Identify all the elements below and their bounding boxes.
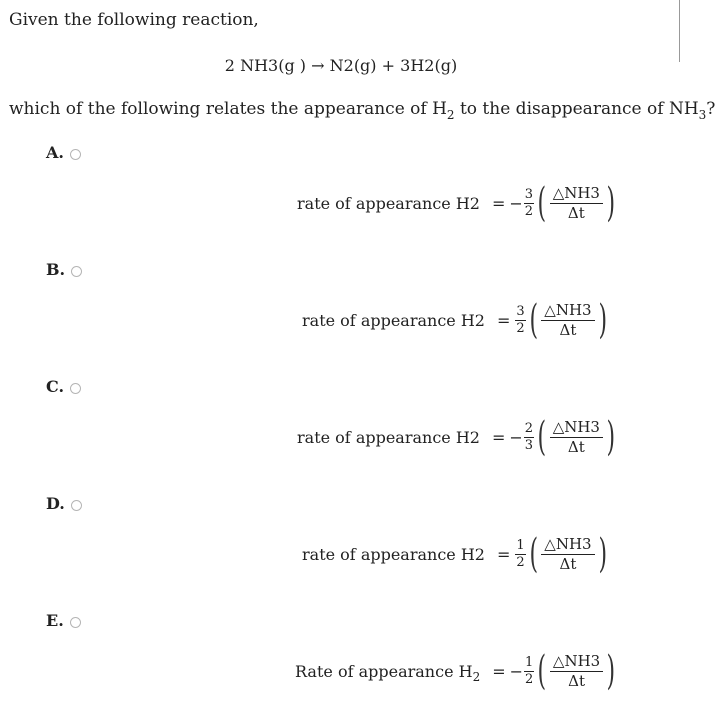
left-paren: (: [529, 531, 538, 577]
minus-sign: −: [509, 661, 524, 681]
option-e[interactable]: [46, 611, 81, 630]
option-e-letter: E.: [46, 611, 64, 630]
option-d[interactable]: [46, 494, 82, 513]
equals-sign: =: [491, 193, 506, 213]
question-part-2: to the disappearance of NH: [454, 99, 699, 119]
option-a-letter: A.: [46, 143, 64, 162]
option-c-letter: C.: [46, 377, 65, 396]
rate-fraction: $\frac{\triangle NH3}{\Delta t}$: [550, 419, 603, 456]
formula-lhs: rate of appearance H2: [302, 544, 485, 564]
formula-lhs: rate of appearance H2: [297, 193, 480, 213]
rate-fraction: $\frac{\triangle NH3}{\Delta t}$: [541, 302, 594, 339]
option-e-formula: [295, 648, 619, 694]
option-a-formula: [297, 180, 619, 226]
right-paren: ): [606, 180, 616, 226]
option-e-radio[interactable]: [70, 617, 81, 628]
question-subscript-2: 3: [698, 108, 707, 122]
option-a-radio[interactable]: [70, 149, 81, 160]
option-c-formula: [297, 414, 619, 460]
formula-lhs: Rate of appearance $H_2$: [295, 661, 481, 684]
question-text: [9, 99, 715, 122]
equals-sign: =: [491, 427, 506, 447]
option-b-radio[interactable]: [71, 266, 82, 277]
coefficient-fraction: $\frac{3}{2}$: [524, 186, 534, 219]
product-2-state: (g): [434, 56, 458, 75]
rate-fraction: $\frac{\triangle NH3}{\Delta t}$: [541, 536, 594, 573]
reactant-state: (g ): [278, 56, 307, 75]
minus-sign: −: [509, 193, 523, 213]
option-b-formula: [302, 297, 610, 343]
option-c-radio[interactable]: [70, 383, 81, 394]
equals-sign: =: [496, 310, 511, 330]
scroll-edge-divider: [679, 0, 680, 62]
rate-fraction: $\frac{\triangle NH3}{\Delta t}$: [550, 185, 603, 222]
right-paren: ): [606, 648, 616, 694]
equals-sign: =: [496, 544, 511, 564]
coefficient-fraction: $\frac{3}{2}$: [516, 303, 525, 336]
right-paren: ): [598, 531, 607, 577]
plus-sign: +: [381, 56, 396, 75]
option-b-letter: B.: [46, 260, 66, 279]
option-d-letter: D.: [46, 494, 65, 513]
left-paren: (: [537, 414, 547, 460]
reaction-coefficient: 2: [224, 56, 235, 75]
option-c[interactable]: [46, 377, 81, 396]
left-paren: (: [537, 648, 547, 694]
rate-fraction: $\frac{\triangle NH3}{\Delta t}$: [550, 653, 603, 690]
product-1: N2: [329, 56, 354, 75]
equals-sign: =: [492, 661, 506, 681]
option-b[interactable]: [46, 260, 82, 279]
product-2: 3H2: [400, 56, 435, 75]
question-part-1: which of the following relates the appearance of H: [9, 99, 447, 119]
option-a[interactable]: [46, 143, 81, 162]
coefficient-fraction: $\frac{2}{3}$: [524, 420, 534, 453]
coefficient-fraction: $\frac{1}{2}$: [516, 537, 525, 570]
coefficient-fraction: $\frac{1}{2}$: [525, 654, 534, 687]
question-part-3: ?: [706, 99, 715, 119]
formula-lhs: rate of appearance H2: [302, 310, 485, 330]
minus-sign: −: [509, 427, 523, 447]
intro-text: Given the following reaction,: [9, 10, 259, 30]
reaction-arrow: →: [311, 56, 325, 75]
formula-lhs: rate of appearance H2: [297, 427, 480, 447]
question-subscript-1: 2: [446, 108, 455, 122]
option-d-radio[interactable]: [71, 500, 82, 511]
reactant: NH3: [240, 56, 279, 75]
reaction-equation: [0, 56, 682, 75]
right-paren: ): [606, 414, 616, 460]
product-1-state: (g): [353, 56, 377, 75]
left-paren: (: [529, 297, 538, 343]
left-paren: (: [537, 180, 547, 226]
option-d-formula: [302, 531, 610, 577]
right-paren: ): [598, 297, 607, 343]
